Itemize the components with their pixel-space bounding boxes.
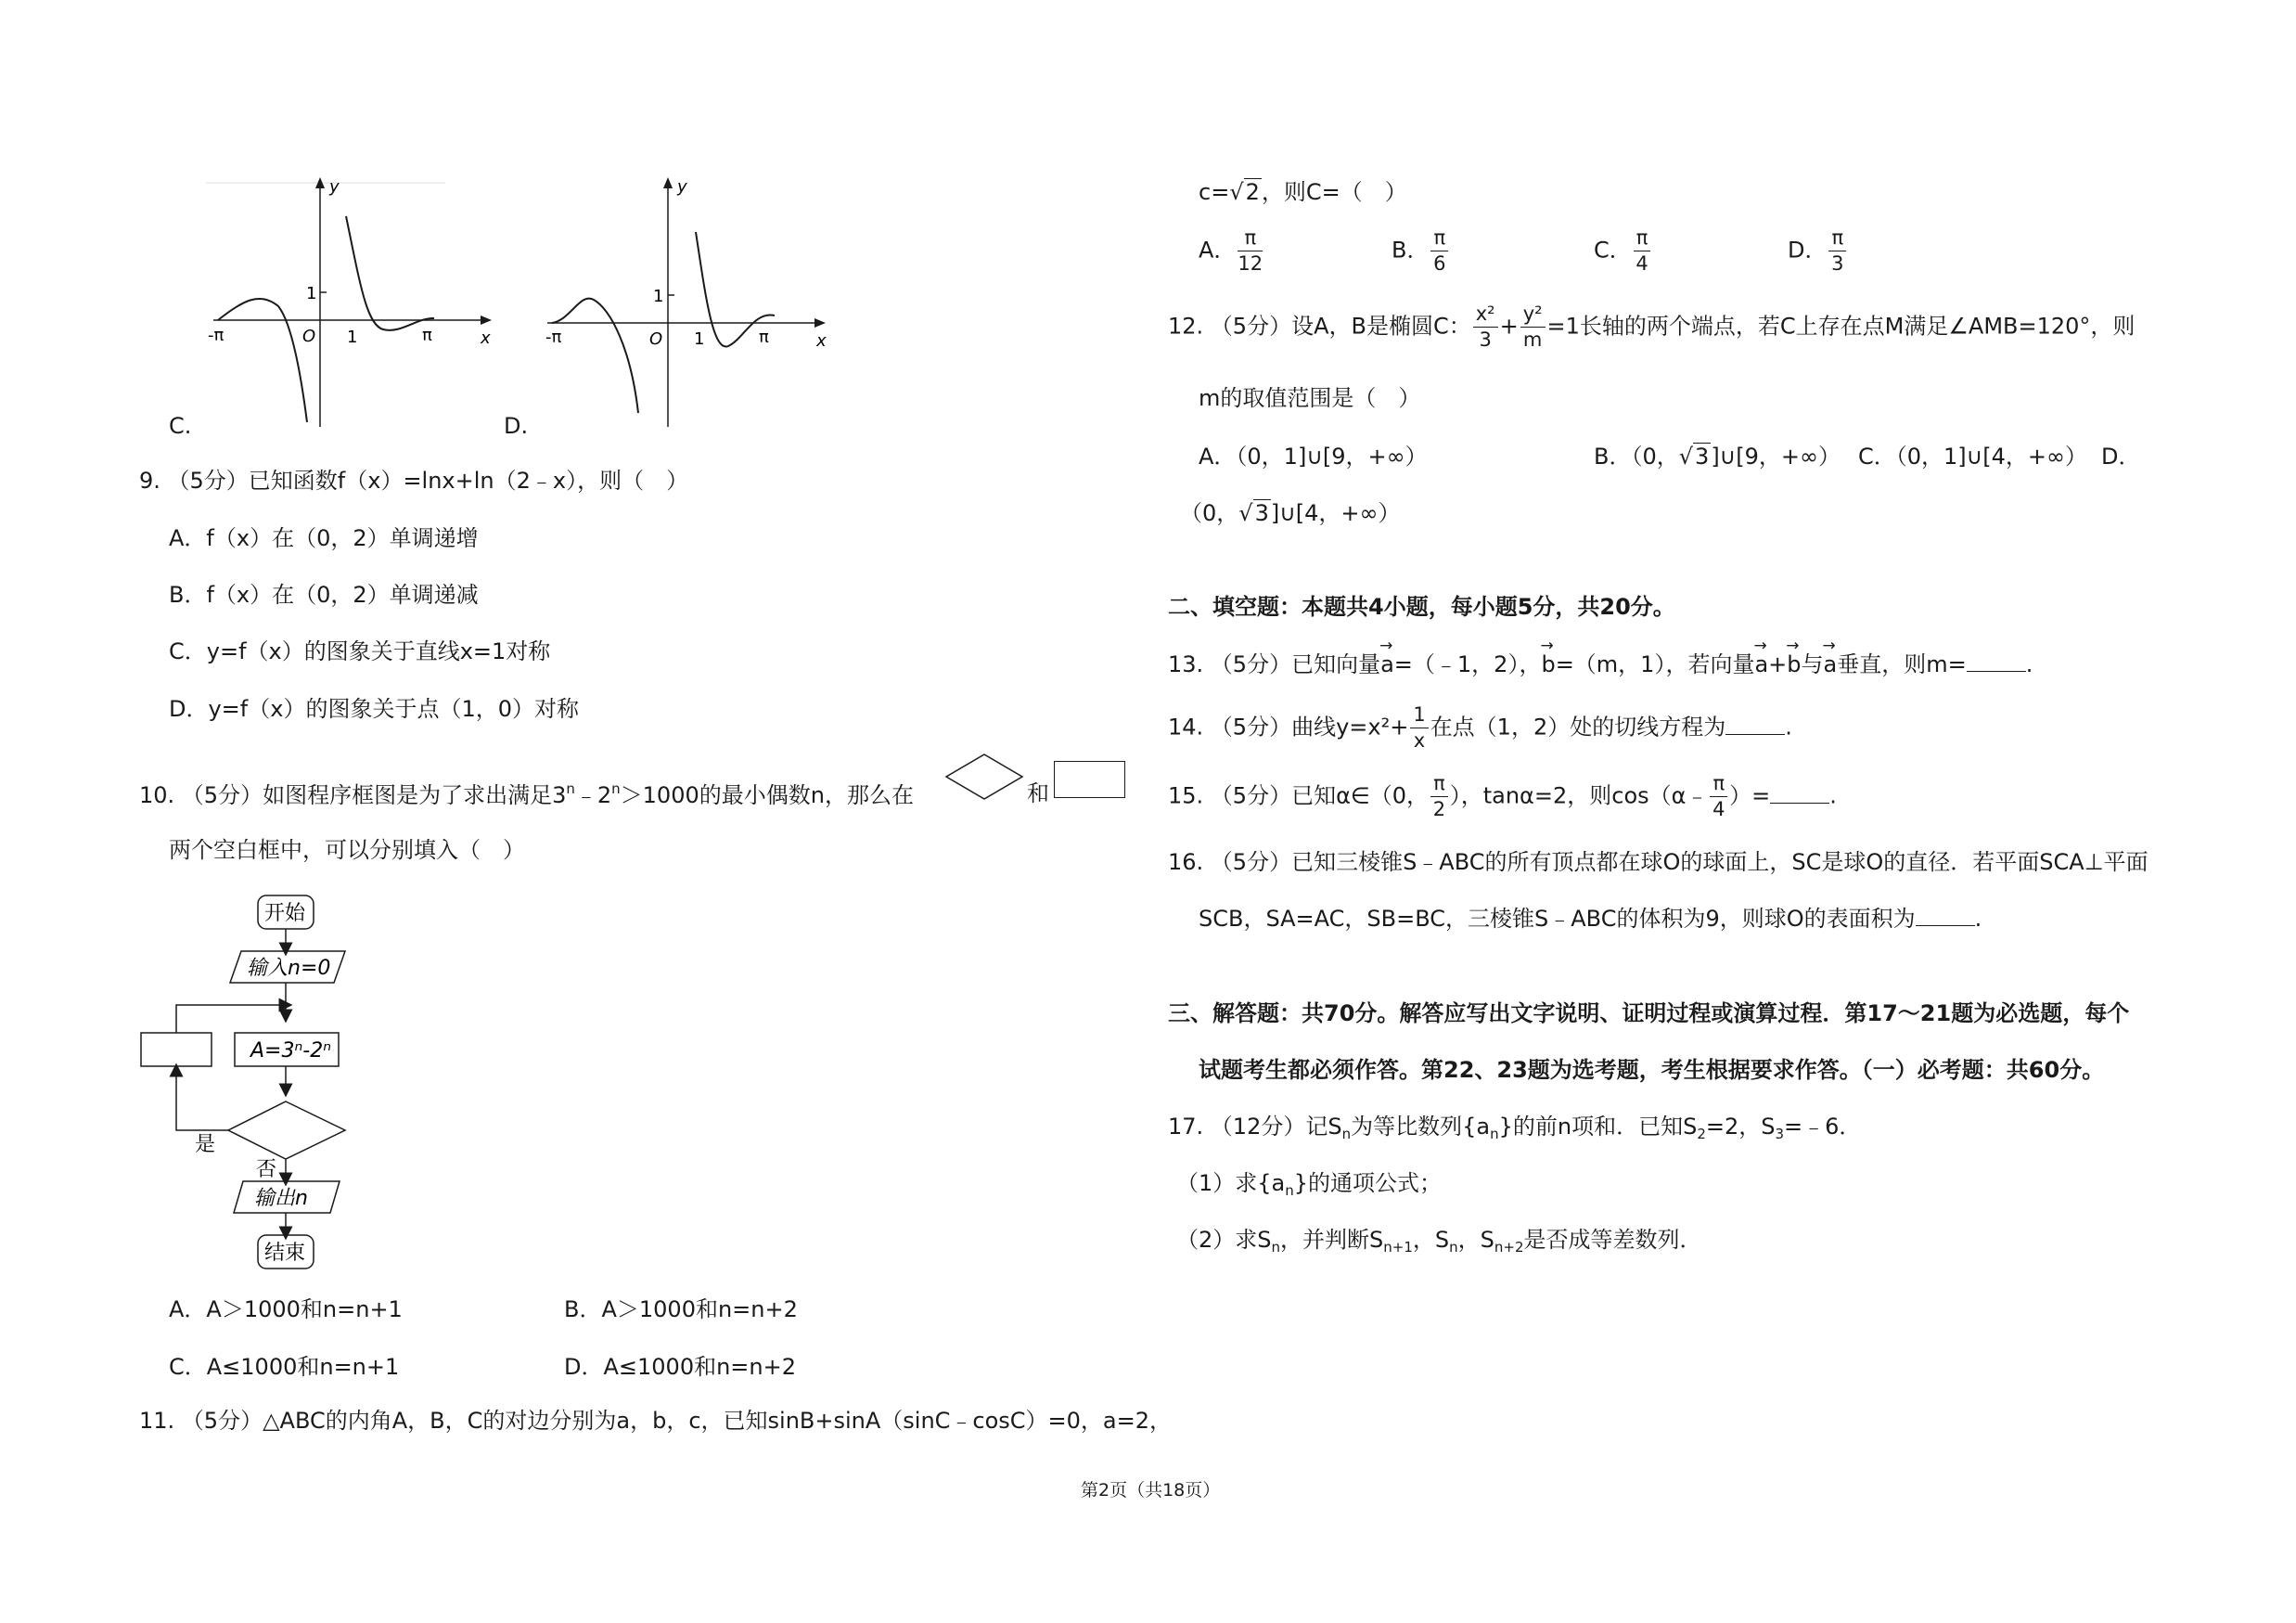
section-2-heading: 二、填空题：本题共4小题，每小题5分，共20分。 [1168, 594, 1675, 620]
q12-option-b: B．（0，√3]∪[9，+∞） [1594, 444, 1841, 470]
flow-no-label: 否 [256, 1158, 277, 1181]
graph-c-label: C. [169, 413, 192, 439]
q14-answer-blank [1725, 734, 1785, 735]
flow-input-label: 输入n=0 [247, 957, 331, 980]
q14: 14. （5分）曲线y=x²+ $\frac{1}{x}$ 在点（1，2）处的切线方程为 . [1168, 703, 1792, 752]
graph-c-one-y: 1 [306, 284, 317, 303]
graph-c-y-label: y [329, 177, 340, 197]
section-3-heading-line1: 三、解答题：共70分。解答应写出文字说明、证明过程或演算过程．第17～21题为必选题，每个 [1168, 1000, 2130, 1026]
graph-d-y-label: y [677, 177, 687, 197]
graph-d-one-x: 1 [694, 329, 705, 349]
page-footer: 第2页（共18页） [1081, 1480, 1221, 1501]
q12-line2: m的取值范围是（ ） [1199, 385, 1421, 411]
section-3-heading-line2: 试题考生都必须作答。第22、23题为选考题，考生根据要求作答。（一）必考题：共60分。 [1199, 1057, 2105, 1083]
q17-stem: 17. （12分）记$S_n$为等比数列$\{a_n\}$的前n项和．已知$S_2=2$，$S_3=﹣6$． [1168, 1114, 1862, 1142]
flow-blank-box [141, 1033, 212, 1066]
q10-line2: 两个空白框中，可以分别填入（ ） [169, 837, 525, 863]
q12-stem: 12. （5分）设A，B是椭圆C： $\frac{\text{x²}}{3}$ + $\frac{\text{y²}}{m}$ =1长轴的两个端点，若C上存在点M满足∠AMB=120°，则 [1168, 303, 2136, 351]
flow-assign-label: A=3ⁿ-2ⁿ [250, 1039, 331, 1063]
graph-c-origin: O [302, 327, 316, 346]
q9-option-c: C．y=f（x）的图象关于直线x=1对称 [169, 638, 551, 664]
flow-yes-label: 是 [195, 1133, 216, 1156]
q10-stem: 10. （5分）如图程序框图是为了求出满足$3^n﹣2^n>1000$的最小偶数n，那么在 [139, 780, 914, 808]
q12-option-d: （0，√3]∪[4，+∞） [1180, 500, 1401, 526]
q9-option-a: A．f（x）在（0，2）单调递增 [169, 525, 479, 551]
flow-end-label: 结束 [264, 1242, 306, 1265]
q13: 13. （5分）已知向量→ a=（﹣1，2），→ b=（m，1），若向量→ a+→ b与→ a垂直，则m= . [1168, 653, 2033, 676]
q12-option-c: C．（0，1]∪[4，+∞） [1858, 444, 2087, 470]
q11-option-c: C． $\frac{\pi}{4}$ [1594, 228, 1652, 274]
q12-option-a: A．（0，1]∪[9，+∞） [1199, 444, 1428, 470]
q16-line2: SCB，SA=AC，SB=BC，三棱锥S﹣ABC的体积为9，则球O的表面积为 . [1199, 906, 1982, 932]
rectangle-blank-icon [1054, 761, 1125, 798]
diamond-blank-icon [944, 753, 1024, 801]
q10-and: 和 [1027, 780, 1049, 806]
q12-option-d-label: D． [2101, 444, 2141, 470]
flowchart [130, 886, 371, 1285]
q16-answer-blank [1916, 925, 1975, 926]
q10-option-c: C．A≤1000和n=n+1 [169, 1354, 400, 1380]
q9-stem: 9. （5分）已知函数f（x）=lnx+ln（2﹣x），则（ ） [139, 468, 689, 494]
graph-d-one-y: 1 [653, 287, 664, 306]
graph-d-pi: π [759, 328, 769, 347]
graph-d [538, 172, 844, 432]
q17-part2: （2）求$S_n$，并判断$S_{n+1}$，$S_n$，$S_{n+2}$是否成等差数列． [1176, 1227, 1702, 1256]
graph-c-neg-pi: -π [208, 326, 224, 345]
q9-option-d: D．y=f（x）的图象关于点（1，0）对称 [169, 696, 579, 722]
q11-option-d: D． $\frac{\pi}{3}$ [1788, 228, 1848, 274]
q15: 15. （5分）已知α∈（0， $\frac{\pi}{2}$ ），tanα=2，则cos（α﹣ $\frac{\pi}{4}$ ）= . [1168, 772, 1837, 820]
q10-option-b: B．A＞1000和n=n+2 [564, 1296, 798, 1322]
q11-option-a: A． $\frac{\pi}{12}$ [1199, 226, 1263, 275]
graph-d-label: D. [504, 413, 529, 439]
graph-c-one-x: 1 [347, 328, 358, 347]
q10-option-d: D．A≤1000和n=n+2 [564, 1354, 796, 1380]
graph-d-x-label: x [816, 331, 827, 351]
q16-line1: 16. （5分）已知三棱锥S﹣ABC的所有顶点都在球O的球面上，SC是球O的直径．若平面SCA⊥平面 [1168, 849, 2148, 875]
q9-option-b: B．f（x）在（0，2）单调递减 [169, 582, 479, 608]
flow-output-label: 输出n [254, 1187, 308, 1210]
q13-answer-blank [1967, 671, 2026, 672]
q10-option-a: A．A＞1000和n=n+1 [169, 1296, 403, 1322]
q11-stem: 11. （5分）△ABC的内角A，B，C的对边分别为a，b，c，已知sinB+sinA（sinC﹣cosC）=0，a=2， [139, 1408, 1173, 1434]
q11-option-b: B． $\frac{\pi}{6}$ [1392, 228, 1450, 274]
flow-condition [228, 1101, 345, 1159]
q17-part1: （1）求$\{a_n\}$的通项公式； [1176, 1170, 1443, 1199]
q11-continuation: c=√2，则C=（ ） [1199, 179, 1407, 205]
graph-d-neg-pi: -π [545, 328, 562, 347]
flow-start-label: 开始 [264, 902, 306, 925]
graph-d-origin: O [649, 329, 663, 349]
graph-c-pi: π [422, 326, 432, 345]
graph-c [186, 172, 510, 432]
graph-c-x-label: x [481, 328, 491, 348]
q15-answer-blank [1770, 803, 1829, 804]
